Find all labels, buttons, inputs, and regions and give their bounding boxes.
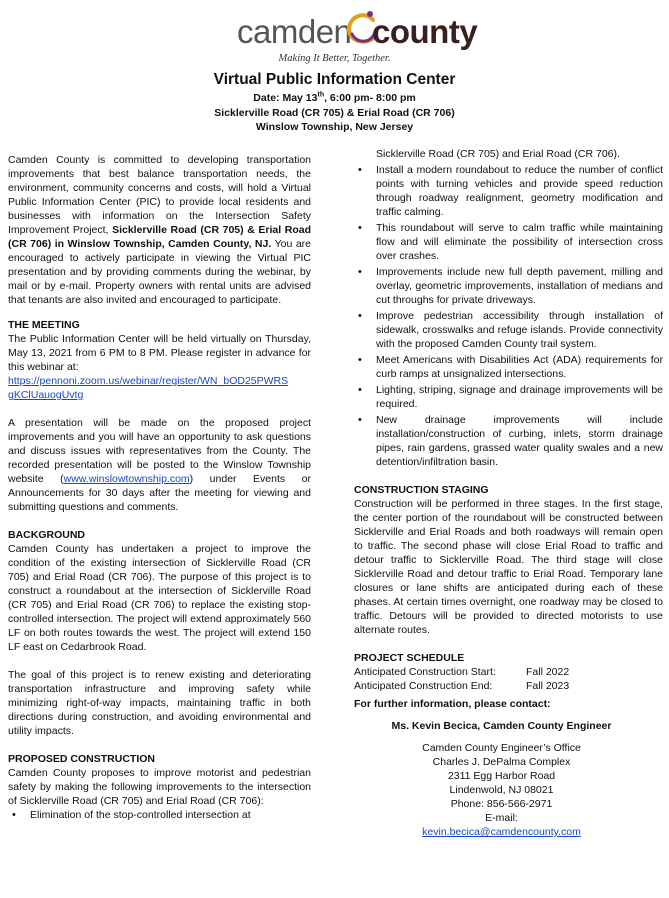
date-prefix: Date: May 13 xyxy=(253,92,318,104)
presentation-text: A presentation will be made on the proposed project improvements and you will have an opportunity to ask questions and discuss issues with representatives from the County. The recorded presentation will be posted to the Winslow Township website ( xyxy=(8,417,311,485)
schedule-heading: PROJECT SCHEDULE xyxy=(354,652,465,664)
schedule-row xyxy=(354,665,663,679)
first-improvement-list xyxy=(8,808,311,822)
contact-intro: For further information, please contact: xyxy=(354,698,551,710)
intro-paragraph xyxy=(8,153,311,307)
contact-city: Lindenwold, NJ 08021 xyxy=(449,784,554,796)
schedule-label: Anticipated Construction End: xyxy=(354,680,493,692)
logo-camden-text: camden xyxy=(237,13,352,50)
event-roads: Sicklerville Road (CR 705) & Erial Road (CR 706) xyxy=(214,107,455,119)
schedule-label: Anticipated Construction Start: xyxy=(354,666,496,678)
presentation-paragraph xyxy=(8,416,311,514)
meeting-text: The Public Information Center will be held virtually on Thursday, May 13, 2021 from 6 PM to 8 PM. Please register in advance for this webinar at: xyxy=(8,333,311,373)
contact-phone: Phone: 856-566-2971 xyxy=(450,798,553,810)
improvement-bullet: • Elimination of the stop-controlled intersection at xyxy=(8,808,311,822)
event-date xyxy=(0,92,669,104)
contact-office: Camden County Engineer’s Office xyxy=(422,742,581,754)
meeting-heading: THE MEETING xyxy=(8,319,80,331)
township-website-link[interactable]: www.winslowtownship.com xyxy=(63,473,190,485)
intro-text-continued: You are encouraged to actively participate in viewing the Virtual PIC presentation and by providing comments during the webinar, by mail or by e-mail. Property owners with rental units are advised that tenants are also invited and encouraged to participate. xyxy=(8,238,311,306)
proposed-construction-text: Camden County proposes to improve motorist and pedestrian safety by making the following improvements to the intersection of Sicklerville Road (CR 705) and Erial Road (CR 706): xyxy=(8,767,311,807)
background-text: Camden County has undertaken a project to improve the condition of the existing intersection of Sicklerville Road (CR 705) and Erial Road (CR 706). The purpose of this project is to construct a roundabout at the intersection of Sicklerville Road (CR 705) and Erial Road (CR 706) to replace the existing stop-controlled intersection. The project will extend approximately 560 LF on both routes towards the west. The project will extend 150 LF east on Cedarbrook Road. xyxy=(8,543,311,653)
registration-link-line2[interactable]: gKClUauogUvtg xyxy=(8,389,84,401)
improvement-bullet: • New drainage improvements will include installation/construction of curbing, inlets, storm drainage pipes, rain gardens, grassed water quality swales and a new detention/infiltration basin. xyxy=(354,413,663,469)
date-superscript: th xyxy=(317,91,325,99)
improvement-bullet: • This roundabout will serve to calm traffic while maintaining flow and will eliminate the possibility of intersection cross over crashes. xyxy=(354,221,663,263)
contact-street: 2311 Egg Harbor Road xyxy=(447,770,556,782)
proposed-construction-heading: PROPOSED CONSTRUCTION xyxy=(8,753,156,765)
improvement-bullet: • Install a modern roundabout to reduce the number of conflict points with turning vehicles and provide speed reduction through roadway realignment, geometry modification and traffic calming. xyxy=(354,163,663,219)
background-heading: BACKGROUND xyxy=(8,529,85,541)
logo-county-text: county xyxy=(372,13,478,50)
staging-text: Construction will be performed in three stages. In the first stage, the center portion of the roundabout will be constructed between Sicklerville and Erial Roads and both roadways will remain open to traffic. The second phase will close Erial Road to traffic and detour traffic to Sicklerville Road. The third stage will close Sicklerville Road and detour traffic to Erial Road. Temporary lane closures or lane shifts are anticipated during each of these phases. At certain times overnight, one roadway may be closed to traffic. Detours will be provided to directed motorists to use alternate routes. xyxy=(354,498,663,636)
contact-email-label: E-mail: xyxy=(485,812,518,824)
intro-text: Camden County is committed to developing transportation improvements that best balance transportation needs, the environment, community concerns and costs, will hold a Virtual Public Information Center (PIC) to provide local residents and businesses with information on the Intersection Safety Improvement Project, xyxy=(8,154,311,236)
contact-complex: Charles J. DePalma Complex xyxy=(432,756,571,768)
left-column xyxy=(8,153,311,824)
improvement-bullet: • Improvements include new full depth pavement, milling and overlay, geometric improvements, installation of medians and cut throughs for private driveways. xyxy=(354,265,663,307)
intro-bold-text: Sicklerville Road (CR 705) & Erial Road (CR 706) in Winslow Township, Camden County, NJ. xyxy=(8,224,312,250)
event-township: Winslow Township, New Jersey xyxy=(255,121,414,133)
registration-link[interactable] xyxy=(8,374,311,402)
registration-link-line1[interactable]: https://pennoni.zoom.us/webinar/register/WN_bOD25PWRS xyxy=(8,375,289,387)
date-time: , 6:00 pm- 8:00 pm xyxy=(324,92,416,104)
improvement-bullet: • Improve pedestrian accessibility through installation of sidewalk, crosswalks and refuge islands. Provide connectivity with the proposed Camden County trail system. xyxy=(354,309,663,351)
logo-tagline: Making It Better, Together. xyxy=(278,53,391,64)
improvement-list xyxy=(354,163,663,469)
contact-details xyxy=(340,741,663,839)
staging-heading: CONSTRUCTION STAGING xyxy=(354,484,489,496)
camden-county-logo xyxy=(0,6,669,68)
contact-name: Ms. Kevin Becica, Camden County Engineer xyxy=(391,720,612,732)
presentation-text-continued: ) under Events or Announcements for 30 days after the meeting for viewing and submitting questions and comments. xyxy=(8,473,312,513)
improvement-bullet: • Meet Americans with Disabilities Act (ADA) requirements for curb ramps at unsignalized intersections. xyxy=(354,353,663,381)
contact-email-link[interactable]: kevin.becica@camdencounty.com xyxy=(422,826,581,838)
page-title: Virtual Public Information Center xyxy=(213,71,456,88)
schedule-row xyxy=(354,679,663,693)
schedule-value: Fall 2022 xyxy=(526,666,570,678)
right-column xyxy=(354,147,663,839)
schedule-value: Fall 2023 xyxy=(526,680,570,692)
improvement-bullet-continued: Sicklerville Road (CR 705) and Erial Road (CR 706). xyxy=(376,148,620,160)
goal-text: The goal of this project is to renew existing and deteriorating transportation infrastructure and improving safety while minimizing right-of-way impacts, maintaining traffic in both directions during construction, and avoiding environmental and utility impacts. xyxy=(8,669,311,737)
improvement-bullet: • Lighting, striping, signage and drainage improvements will be required. xyxy=(354,383,663,411)
